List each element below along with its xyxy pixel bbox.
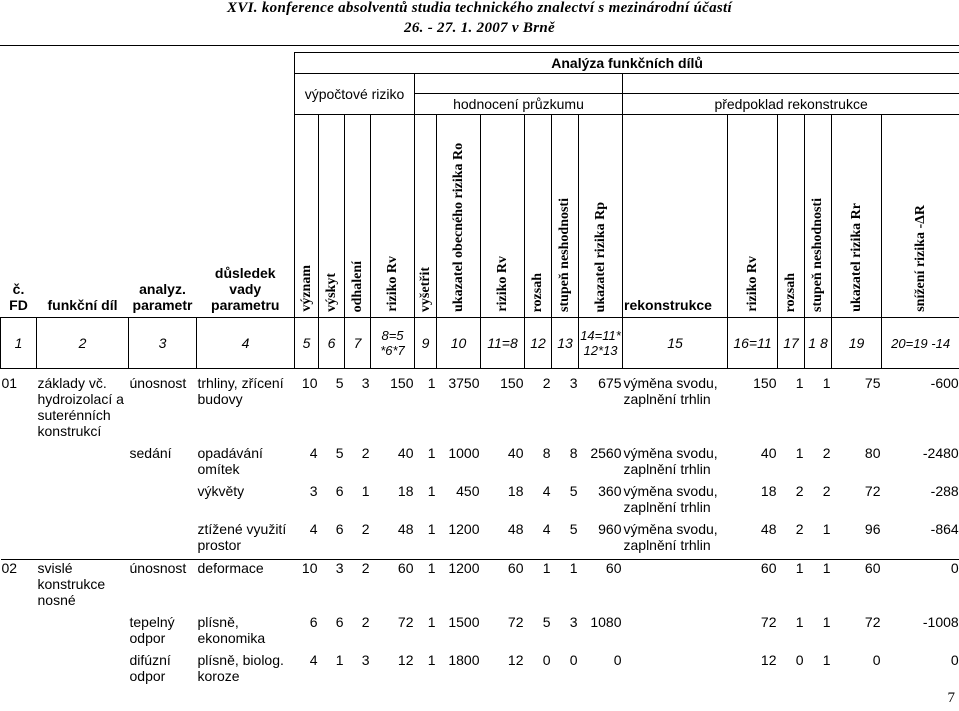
row-reco-value-20: -2480 xyxy=(922,445,959,461)
row-value-11: 150 xyxy=(500,375,524,391)
group-analyza: Analýza funkčních dílů xyxy=(295,53,959,74)
row-reco-value-20: -1008 xyxy=(922,614,959,630)
row-value-7: 1 xyxy=(361,483,370,499)
col-riziko-rv-3: riziko Rv xyxy=(744,256,760,312)
num-20: 20=19 -14 xyxy=(882,318,959,369)
row-reco-value-19: 72 xyxy=(864,614,881,630)
row-value-7: 2 xyxy=(361,445,370,461)
num-17: 17 xyxy=(778,318,805,369)
row-rekonstrukce: výměna svodu, zaplnění trhlin xyxy=(623,445,718,477)
col-rozsah: rozsah xyxy=(530,272,545,312)
num-5: 5 xyxy=(295,318,319,369)
row-dusledek: ztížené využití prostor xyxy=(197,521,287,553)
num-2: 2 xyxy=(37,318,129,369)
row-reco-value-19: 80 xyxy=(864,445,881,461)
row-value-10: 1000 xyxy=(448,445,480,461)
row-value-8: 40 xyxy=(397,445,414,461)
row-value-13: 5 xyxy=(569,521,578,537)
row-value-6: 6 xyxy=(335,614,344,630)
row-fd xyxy=(1,521,37,553)
row-value-14: 2560 xyxy=(590,445,622,461)
row-value-10: 1500 xyxy=(448,614,480,630)
row-funkcni-dil xyxy=(37,521,129,553)
row-reco-value-16: 150 xyxy=(753,375,777,391)
row-reco-value-18: 1 xyxy=(822,375,831,391)
row-value-7: 2 xyxy=(361,614,370,630)
row-value-13: 1 xyxy=(569,560,578,576)
row-reco-value-17: 0 xyxy=(795,652,804,668)
row-reco-value-17: 1 xyxy=(795,445,804,461)
row-dusledek: plísně, ekonomika xyxy=(197,614,266,646)
row-rekonstrukce xyxy=(623,560,728,608)
row-value-13: 8 xyxy=(569,445,578,461)
row-value-12: 2 xyxy=(542,375,551,391)
row-reco-value-18: 2 xyxy=(822,445,831,461)
num-10: 10 xyxy=(437,318,481,369)
row-value-11: 60 xyxy=(507,560,524,576)
row-value-10: 3750 xyxy=(448,375,480,391)
num-19: 19 xyxy=(832,318,882,369)
row-value-11: 72 xyxy=(507,614,524,630)
row-rekonstrukce xyxy=(623,652,728,684)
row-value-10: 1200 xyxy=(448,521,480,537)
col-fd-header: č. FD xyxy=(9,281,28,313)
row-reco-value-18: 1 xyxy=(822,614,831,630)
row-value-6: 5 xyxy=(335,445,344,461)
row-value-9: 1 xyxy=(427,445,436,461)
row-value-9: 1 xyxy=(427,483,436,499)
row-reco-value-20: 0 xyxy=(950,652,959,668)
row-value-12: 8 xyxy=(542,445,551,461)
row-value-11: 48 xyxy=(507,521,524,537)
row-dusledek: deformace xyxy=(197,560,264,576)
group-predpoklad-rekonstrukce: předpoklad rekonstrukce xyxy=(623,94,959,115)
row-reco-value-18: 1 xyxy=(822,560,831,576)
row-reco-value-19: 75 xyxy=(864,375,881,391)
conference-title: XVI. konference absolventů studia technického znalectví s mezinárodní účastí xyxy=(227,0,732,16)
row-reco-value-20: -288 xyxy=(930,483,959,499)
row-value-8: 150 xyxy=(390,375,414,391)
row-value-7: 2 xyxy=(361,521,370,537)
col-vyznam: význam xyxy=(298,265,314,312)
row-value-9: 1 xyxy=(427,652,436,668)
col-analyz-header: analyz. parametr xyxy=(132,281,193,313)
row-value-14: 60 xyxy=(605,560,622,576)
row-parametr: difúzní odpor xyxy=(129,652,171,684)
row-value-5: 6 xyxy=(309,614,318,630)
conference-date: 26. - 27. 1. 2007 v Brně xyxy=(404,20,555,36)
row-value-13: 0 xyxy=(569,652,578,668)
analysis-table xyxy=(0,52,959,690)
col-rozsah-2: rozsah xyxy=(783,272,798,312)
row-reco-value-17: 1 xyxy=(795,375,804,391)
table-row xyxy=(1,614,959,646)
row-parametr: sedání xyxy=(129,445,172,461)
col-ukazatel-ro: ukazatel obecného rizika Ro xyxy=(450,142,466,312)
num-12: 12 xyxy=(525,318,552,369)
table-row xyxy=(1,483,959,515)
col-ukazatel-rr: ukazatel rizika Rr xyxy=(848,203,864,312)
row-funkcni-dil: základy vč. hydroizolací a suterénních konstrukcí xyxy=(37,375,124,439)
num-6: 6 xyxy=(319,318,345,369)
col-dusledek-header: důsledek vady parametru xyxy=(211,265,280,313)
row-value-12: 4 xyxy=(542,483,551,499)
row-rekonstrukce xyxy=(623,614,728,646)
row-parametr: tepelný odpor xyxy=(129,614,175,646)
num-15: 15 xyxy=(623,318,728,369)
row-parametr: únosnost xyxy=(129,560,187,576)
row-funkcni-dil xyxy=(37,445,129,477)
row-value-12: 4 xyxy=(542,521,551,537)
row-fd xyxy=(1,614,37,646)
row-value-8: 60 xyxy=(397,560,414,576)
row-value-5: 3 xyxy=(309,483,318,499)
row-value-14: 675 xyxy=(598,375,622,391)
row-reco-value-20: -600 xyxy=(930,375,959,391)
row-reco-value-16: 72 xyxy=(760,614,777,630)
row-funkcni-dil xyxy=(37,614,129,646)
row-value-7: 2 xyxy=(361,560,370,576)
header-rule xyxy=(0,45,959,46)
row-value-14: 360 xyxy=(598,483,622,499)
table-row xyxy=(1,445,959,477)
col-riziko-rv: riziko Rv xyxy=(384,256,400,312)
col-stupen-neshodnosti: stupeň neshodnosti xyxy=(557,198,572,312)
row-reco-value-19: 0 xyxy=(872,652,881,668)
row-rekonstrukce: výměna svodu, zaplnění trhlin xyxy=(623,521,718,553)
num-3: 3 xyxy=(129,318,197,369)
row-value-12: 5 xyxy=(542,614,551,630)
row-parametr xyxy=(129,483,197,515)
group-hodnoceni-pruzkumu: hodnocení průzkumu xyxy=(415,94,623,115)
num-14: 14=11* 12*13 xyxy=(579,318,623,369)
row-value-8: 12 xyxy=(397,652,414,668)
row-dusledek: plísně, biolog. koroze xyxy=(197,652,284,684)
row-value-11: 12 xyxy=(507,652,524,668)
col-snizeni-rizika: snížení rizika -ΔR xyxy=(912,205,928,312)
row-value-8: 72 xyxy=(397,614,414,630)
num-16: 16=11 xyxy=(728,318,778,369)
col-vyskyt: výskyt xyxy=(323,273,339,312)
table-row xyxy=(1,521,959,553)
row-value-10: 1800 xyxy=(448,652,480,668)
row-value-13: 5 xyxy=(569,483,578,499)
col-riziko-rv-2: riziko Rv xyxy=(494,256,510,312)
row-reco-value-16: 40 xyxy=(760,445,777,461)
row-value-7: 3 xyxy=(361,652,370,668)
row-reco-value-17: 2 xyxy=(795,483,804,499)
row-reco-value-19: 96 xyxy=(864,521,881,537)
row-value-6: 6 xyxy=(335,521,344,537)
col-vysetrit: vyšetřit xyxy=(417,266,433,312)
row-value-11: 18 xyxy=(507,483,524,499)
row-reco-value-18: 1 xyxy=(822,521,831,537)
col-stupen-neshodnosti-2: stupeň neshodnosti xyxy=(810,198,825,312)
num-1: 1 xyxy=(1,318,37,369)
row-parametr xyxy=(129,521,197,553)
row-value-9: 1 xyxy=(427,614,436,630)
row-value-5: 10 xyxy=(301,375,318,391)
row-dusledek: trhliny, zřícení budovy xyxy=(197,375,284,407)
row-value-5: 10 xyxy=(301,560,318,576)
group-vypoctove-riziko: výpočtové riziko xyxy=(295,74,415,115)
col-funkcni-dil-header: funkční díl xyxy=(47,297,118,313)
row-value-5: 4 xyxy=(309,521,318,537)
row-value-10: 450 xyxy=(456,483,480,499)
row-value-11: 40 xyxy=(507,445,524,461)
row-value-14: 960 xyxy=(598,521,622,537)
row-reco-value-17: 2 xyxy=(795,521,804,537)
col-odhaleni: odhalení xyxy=(349,260,365,312)
row-reco-value-17: 1 xyxy=(795,614,804,630)
table-row xyxy=(1,652,959,684)
row-dusledek: výkvěty xyxy=(197,483,245,499)
row-reco-value-16: 18 xyxy=(760,483,777,499)
row-reco-value-16: 12 xyxy=(760,652,777,668)
row-reco-value-20: -864 xyxy=(930,521,959,537)
num-7: 7 xyxy=(345,318,371,369)
row-funkcni-dil: svislé konstrukce nosné xyxy=(37,560,106,608)
row-parametr: únosnost xyxy=(129,375,187,391)
row-reco-value-18: 1 xyxy=(822,652,831,668)
row-value-6: 3 xyxy=(335,560,344,576)
row-value-9: 1 xyxy=(427,375,436,391)
row-value-9: 1 xyxy=(427,560,436,576)
row-value-12: 1 xyxy=(542,560,551,576)
row-rekonstrukce: výměna svodu, zaplnění trhlin xyxy=(623,375,718,407)
row-dusledek: opadávání omítek xyxy=(197,445,263,477)
row-funkcni-dil xyxy=(37,652,129,684)
row-value-10: 1200 xyxy=(448,560,480,576)
row-reco-value-18: 2 xyxy=(822,483,831,499)
row-reco-value-16: 48 xyxy=(760,521,777,537)
row-reco-value-16: 60 xyxy=(760,560,777,576)
num-4: 4 xyxy=(197,318,295,369)
row-fd: 01 xyxy=(1,375,18,391)
row-fd: 02 xyxy=(1,560,18,576)
col-rekonstrukce: rekonstrukce xyxy=(623,115,728,318)
row-value-12: 0 xyxy=(542,652,551,668)
row-reco-value-19: 72 xyxy=(864,483,881,499)
row-fd xyxy=(1,445,37,477)
row-funkcni-dil xyxy=(37,483,129,515)
row-value-5: 4 xyxy=(309,652,318,668)
row-value-6: 1 xyxy=(335,652,344,668)
num-8: 8=5 *6*7 xyxy=(371,318,415,369)
col-ukazatel-rp: ukazatel rizika Rp xyxy=(592,201,608,312)
page-number: 7 xyxy=(947,690,955,706)
row-value-6: 6 xyxy=(335,483,344,499)
table-row xyxy=(1,375,959,439)
row-value-8: 48 xyxy=(397,521,414,537)
row-value-13: 3 xyxy=(569,614,578,630)
row-value-7: 3 xyxy=(361,375,370,391)
row-reco-value-20: 0 xyxy=(950,560,959,576)
row-reco-value-19: 60 xyxy=(864,560,881,576)
table-row xyxy=(1,560,959,608)
num-11: 11=8 xyxy=(481,318,525,369)
row-value-14: 0 xyxy=(613,652,622,668)
row-value-9: 1 xyxy=(427,521,436,537)
row-value-13: 3 xyxy=(569,375,578,391)
row-reco-value-17: 1 xyxy=(795,560,804,576)
row-value-8: 18 xyxy=(397,483,414,499)
num-13: 13 xyxy=(552,318,579,369)
row-fd xyxy=(1,483,37,515)
row-fd xyxy=(1,652,37,684)
row-value-14: 1080 xyxy=(590,614,622,630)
num-9: 9 xyxy=(415,318,437,369)
row-value-5: 4 xyxy=(309,445,318,461)
row-value-6: 5 xyxy=(335,375,344,391)
num-18: 1 8 xyxy=(805,318,832,369)
row-rekonstrukce: výměna svodu, zaplnění trhlin xyxy=(623,483,718,515)
